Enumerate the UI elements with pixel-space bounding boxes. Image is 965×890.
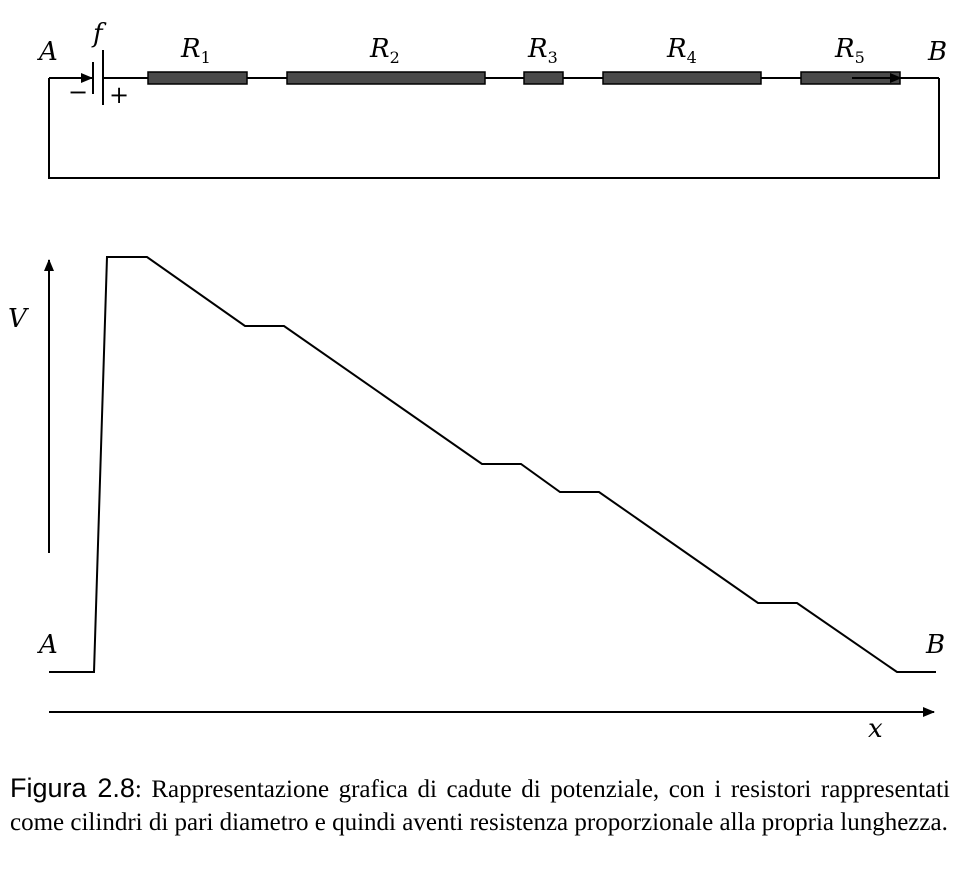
- resistor-r4-label: $R_4$: [667, 34, 697, 67]
- battery-label: f: [93, 19, 103, 49]
- battery-minus-sign: −: [68, 78, 89, 106]
- potential-graph: [8, 257, 945, 744]
- node-a-label: A: [39, 37, 58, 67]
- caption-label: Figura 2.8: [10, 773, 135, 803]
- caption-text: : Rappresentazione grafica di cadute di potenziale, con i resistori rappresentati come cilindri di pari diametro e quindi aventi resistenza proporzionale alla propria lunghezza.: [10, 776, 950, 836]
- potential-curve: [49, 257, 936, 672]
- resistor-r1: [148, 72, 247, 84]
- resistor-r3: [524, 72, 563, 84]
- resistor-r1-label: $R_1$: [181, 34, 211, 67]
- figure-caption: [10, 772, 950, 839]
- battery-plus-sign: +: [109, 81, 130, 109]
- resistor-r2-label: $R_2$: [370, 34, 400, 67]
- resistor-r2: [287, 72, 485, 84]
- resistor-r4: [603, 72, 761, 84]
- graph-start-label: A: [39, 630, 58, 660]
- node-b-label: B: [928, 37, 948, 67]
- resistor-r3-label: $R_3$: [528, 34, 558, 67]
- circuit-loop-wire: [49, 78, 939, 178]
- graph-end-label: B: [926, 630, 946, 660]
- x-axis-label: x: [868, 714, 883, 744]
- y-axis-label: V: [8, 304, 27, 334]
- resistor-r5-label: $R_5$: [835, 34, 865, 67]
- circuit-diagram: [37, 19, 947, 178]
